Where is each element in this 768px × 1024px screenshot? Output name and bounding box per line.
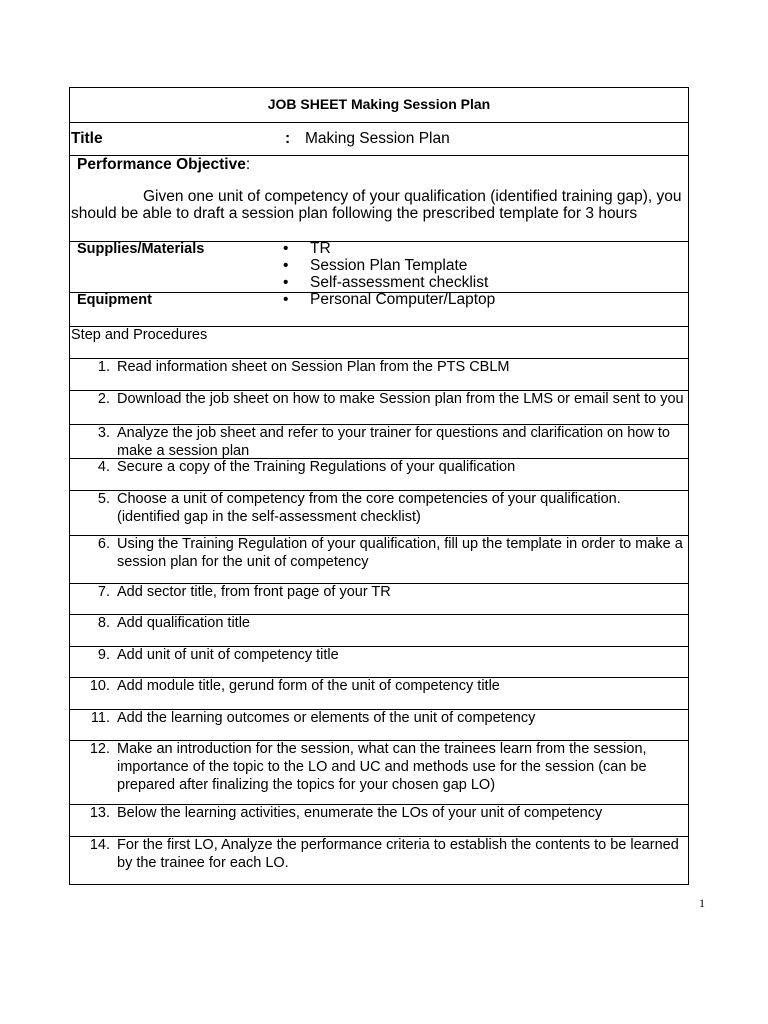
step-number: 11. [90, 710, 110, 726]
step-text: Below the learning activities, enumerate the LOs of your unit of competency [117, 805, 603, 821]
title-row [70, 123, 688, 156]
title-value: Making Session Plan [305, 130, 450, 147]
step-number: 4. [97, 459, 110, 475]
job-sheet-table [69, 87, 689, 885]
performance-objective-row [70, 156, 688, 242]
step-row [70, 584, 688, 615]
step-row [70, 391, 688, 425]
step-text: Choose a unit of competency from the core competencies of your qualification. (identified gap in the self-assessment checklist) [117, 491, 621, 525]
bullet-icon: • [283, 240, 289, 257]
step-text: Read information sheet on Session Plan from the PTS CBLM [117, 359, 510, 375]
step-row [70, 615, 688, 647]
step-text: Add the learning outcomes or elements of the unit of competency [117, 710, 536, 726]
supplies-item-text: TR [310, 240, 331, 257]
step-number: 1. [97, 359, 110, 375]
bullet-icon: • [283, 274, 289, 291]
step-row [70, 425, 688, 459]
step-text: Add qualification title [117, 615, 250, 631]
step-number: 8. [97, 615, 110, 631]
performance-objective-colon: : [245, 156, 251, 173]
step-text: Add sector title, from front page of your TR [117, 584, 391, 600]
step-row [70, 741, 688, 805]
equipment-list [283, 291, 495, 308]
step-number: 2. [97, 391, 110, 407]
equipment-label: Equipment [77, 292, 152, 308]
step-number: 10. [89, 678, 110, 694]
step-row [70, 491, 688, 536]
job-sheet-heading: JOB SHEET Making Session Plan [267, 96, 491, 112]
supplies-item-text: Self-assessment checklist [310, 274, 489, 291]
performance-objective-label-wrap [77, 156, 250, 174]
page-number: 1 [699, 896, 705, 910]
step-number: 14. [89, 837, 110, 853]
bullet-icon: • [283, 291, 289, 308]
title-label: Title [71, 130, 103, 147]
step-text: Download the job sheet on how to make Session plan from the LMS or email sent to you [117, 391, 684, 407]
supplies-item [283, 240, 488, 257]
step-row [70, 678, 688, 710]
step-row [70, 459, 688, 491]
step-text: Analyze the job sheet and refer to your trainer for questions and clarification on how to make a session plan [117, 425, 670, 459]
supplies-item [283, 274, 488, 291]
performance-objective-label: Performance Objective [77, 156, 246, 173]
step-row [70, 359, 688, 391]
step-text: Add module title, gerund form of the unit of competency title [117, 678, 500, 694]
step-text: Using the Training Regulation of your qualification, fill up the template in order to make a session plan for the unit of competency [117, 536, 683, 570]
step-row [70, 647, 688, 678]
step-row [70, 805, 688, 837]
equipment-item [283, 291, 495, 308]
performance-objective-text: Given one unit of competency of your qualification (identified training gap), you should be able to draft a session plan following the prescribed template for 3 hours [71, 188, 682, 222]
step-row [70, 837, 688, 884]
equipment-row [70, 293, 688, 327]
step-number: 9. [97, 647, 110, 663]
supplies-list [283, 240, 488, 291]
step-row [70, 536, 688, 584]
equipment-item-text: Personal Computer/Laptop [310, 291, 496, 308]
step-number: 3. [97, 425, 110, 441]
step-number: 6. [97, 536, 110, 552]
step-text: Make an introduction for the session, what can the trainees learn from the session, importance of the topic to the LO and UC and methods use for the session (can be prepared after finalizing the topics for your chosen gap LO) [117, 741, 647, 793]
supplies-label: Supplies/Materials [77, 241, 205, 257]
step-text: Add unit of unit of competency title [117, 647, 339, 663]
steps-heading: Step and Procedures [71, 327, 208, 343]
step-number: 12. [89, 741, 110, 757]
job-sheet-header [70, 88, 688, 123]
step-number: 13. [89, 805, 110, 821]
step-text: For the first LO, Analyze the performance criteria to establish the contents to be learned by the trainee for each LO. [117, 837, 679, 871]
step-number: 5. [97, 491, 110, 507]
step-row [70, 710, 688, 741]
supplies-item-text: Session Plan Template [310, 257, 468, 274]
supplies-row [70, 242, 688, 293]
steps-heading-row [70, 327, 688, 359]
step-number: 7. [97, 584, 110, 600]
title-colon: : [285, 130, 291, 147]
supplies-item [283, 257, 488, 274]
bullet-icon: • [283, 257, 289, 274]
step-text: Secure a copy of the Training Regulations of your qualification [117, 459, 516, 475]
